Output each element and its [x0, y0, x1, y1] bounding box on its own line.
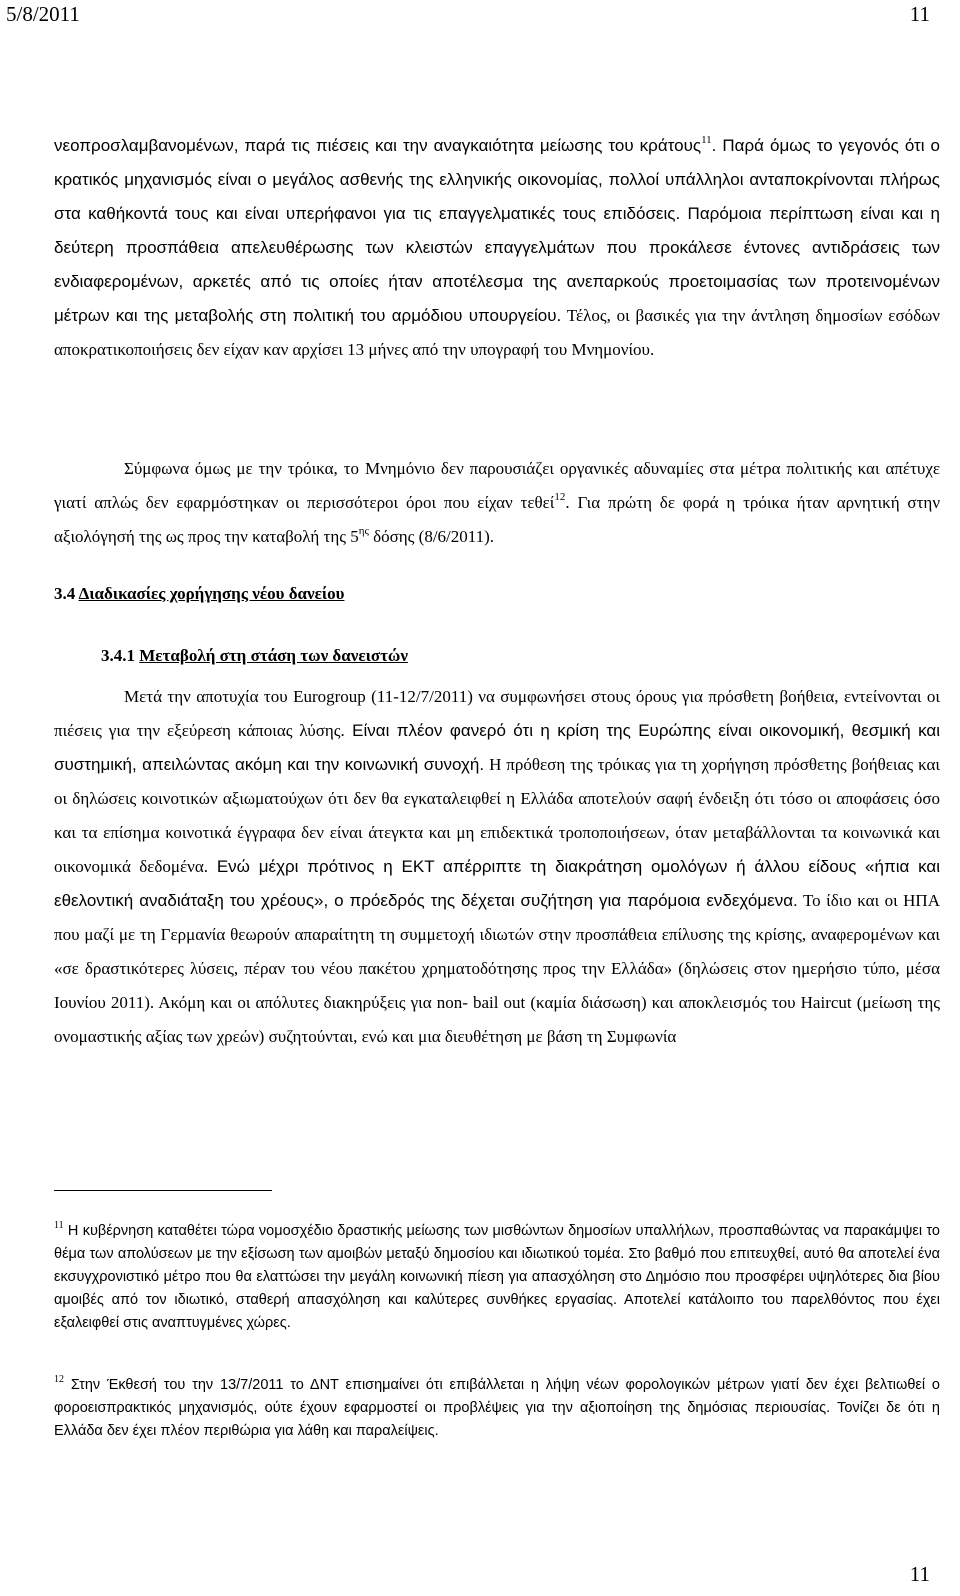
paragraph-1-serif-text: Τέλος, οι βασικές για την άντληση δημοσίων εσόδων αποκρατικοποιήσεις δεν είχαν καν αρχίσει 13 μήνες από την υπογραφή του Μνημονίου.	[54, 306, 940, 359]
paragraph-1-sans-text: νεοπροσλαμβανομένων, παρά τις πιέσεις και την αναγκαιότητα μείωσης του κράτους	[54, 136, 702, 155]
paragraph-3-text-e: Το ίδιο και οι ΗΠΑ που μαζί με τη Γερμανία θεωρούν απαραίτητη τη συμμετοχή ιδιωτών στην προσπάθεια επίλυσης της κρίσης, αναφερομένων και «σε δραστικότερες λύσεις, πέραν του νέου πακέτου χρηματοδότησης προς την Ελλάδα» (δηλώσεις στον ημερήσιο τύπο, μέσα Ιουνίου 2011). Ακόμη και οι απόλυτες διακηρύξεις για non- bail out (καμία διάσωση) και αποκλεισμός του Haircut (μείωση της ονομαστικής αξίας των χρεών) συζητούνται, ενώ και μια διευθέτηση με βάση τη Συμφωνία	[54, 891, 940, 1046]
section-heading-3-4	[54, 584, 344, 604]
subsection-heading-3-4-1	[101, 646, 408, 666]
subsection-number: 3.4.1	[101, 646, 140, 665]
ordinal-suffix: ης	[358, 525, 369, 537]
paragraph-2-text-2: . Για πρώτη δε φορά η τρόικα ήταν αρνητική στην αξιολόγησή της ως προς την καταβολή της 5	[54, 493, 941, 546]
footer-page-number: 11	[909, 1562, 930, 1586]
paragraph-3-text-a: Μετά την αποτυχία του Eurogroup (11-12/7/2011) να συμφωνήσει στους όρους για πρόσθετη βοήθεια, εντείνονται οι πιέσεις για την εξεύρεση κάποιας λύσης.	[54, 687, 940, 740]
footnote-12-number: 12	[54, 1374, 64, 1385]
paragraph-2-text-3: δόσης (8/6/2011).	[368, 527, 495, 546]
section-number: 3.4	[54, 584, 79, 603]
paragraph-2	[54, 452, 940, 554]
footnote-11	[54, 1220, 940, 1335]
paragraph-1	[54, 129, 940, 367]
subsection-title: Μεταβολή στη στάση των δανειστών	[139, 646, 408, 665]
paragraph-3-text-b: Είναι πλέον φανερό ότι η κρίση της Ευρώπης είναι οικονομική, θεσμική και συστημική, απειλώντας ακόμη και την κοινωνική συνοχή.	[54, 721, 940, 774]
paragraph-3-text-c: Η πρόθεση της τρόικας για τη χορήγηση πρόσθετης βοήθειας και οι δηλώσεις κοινοτικών αξιωματούχων ότι δεν θα εγκαταλειφθεί η Ελλάδα αποτελούν σαφή ένδειξη ότι τόσο οι αποφάσεις όσο και τα επίσημα κοινοτικά έγγραφα δεν είναι άτεγκτα και μη επιδεκτικά τροποποιήσεων, όταν μεταβάλλονται τα κοινωνικά και οικονομικά δεδομένα.	[54, 755, 940, 876]
footnote-ref-11: 11	[701, 134, 712, 146]
footnote-11-text: Η κυβέρνηση καταθέτει τώρα νομοσχέδιο δραστικής μείωσης των μισθώντων δημοσίων υπαλλήλων, προσπαθώντας να παρακάμψει το θέμα των απολύσεων με την εξίσωση των αμοιβών μεταξύ δημοσίου και ιδιωτικού τομέα. Στο βαθμό που επιτευχθεί, αυτό θα αποτελεί ένα εκσυγχρονιστικό μέτρο που θα ελαττώσει την μεγάλη κοινωνική πίεση για απασχόληση στο Δημόσιο που προσφέρει υψηλότερες δια βίου αμοιβές από τον ιδιωτικό, σταθερή απασχόληση και καλύτερες συνθήκες εργασίας. Αποτελεί κατάλοιπο του παρελθόντος που έχει εξαλειφθεί στις αναπτυγμένες χώρες.	[54, 1223, 940, 1331]
paragraph-2-text-1: Σύμφωνα όμως με την τρόικα, το Μνημόνιο δεν παρουσιάζει οργανικές αδυναμίες στα μέτρα πολιτικής και απέτυχε γιατί απλώς δεν εφαρμόστηκαν οι περισσότεροι όροι που είχαν τεθεί	[54, 459, 940, 512]
footnote-11-number: 11	[54, 1220, 64, 1231]
paragraph-3-text-d: Ενώ μέχρι πρότινος η ΕΚΤ απέρριπτε τη διακράτηση ομολόγων ή άλλου είδους «ήπια και εθελοντική αναδιάταξη του χρέους», ο πρόεδρός της δέχεται συζήτηση για παρόμοια ενδεχόμενα.	[54, 857, 940, 910]
paragraph-3	[54, 680, 940, 1054]
section-title: Διαδικασίες χορήγησης νέου δανείου	[78, 584, 345, 603]
header-date: 5/8/2011	[6, 2, 80, 26]
footnote-12	[54, 1374, 940, 1443]
footnote-12-text: Στην Έκθεσή του την 13/7/2011 το ΔΝΤ επισημαίνει ότι επιβάλλεται η λήψη νέων φορολογικών μέτρων γιατί δεν έχει βελτιωθεί ο φοροεισπρακτικός μηχανισμός, ούτε έχουν εφαρμοστεί οι προβλέψεις για την αξιοποίηση της δημόσιας περιουσίας. Τονίζει δε ότι η Ελλάδα δεν έχει πλέον περιθώρια για λάθη και παραλείψεις.	[54, 1377, 940, 1439]
footnote-separator	[54, 1190, 272, 1191]
footnote-ref-12: 12	[554, 491, 566, 503]
paragraph-1-sans-text-2: . Παρά όμως το γεγονός ότι ο κρατικός μηχανισμός είναι ο μεγάλος ασθενής της ελληνικής οικονομίας, πολλοί υπάλληλοι ανταποκρίνονται πλήρως στα καθήκοντά τους και είναι υπερήφανοι για τις επαγγελματικές τους επιδόσεις. Παρόμοια περίπτωση είναι και η δεύτερη προσπάθεια απελευθέρωσης των κλειστών επαγγελμάτων που προκάλεσε έντονες αντιδράσεις των ενδιαφερομένων, αρκετές από τις οποίες ήταν αποτέλεσμα της ανεπαρκούς προετοιμασίας των προτεινομένων μέτρων και της μεταβολής στη πολιτική του αρμόδιου υπουργείου.	[54, 136, 940, 325]
header-page-number: 11	[909, 2, 930, 26]
